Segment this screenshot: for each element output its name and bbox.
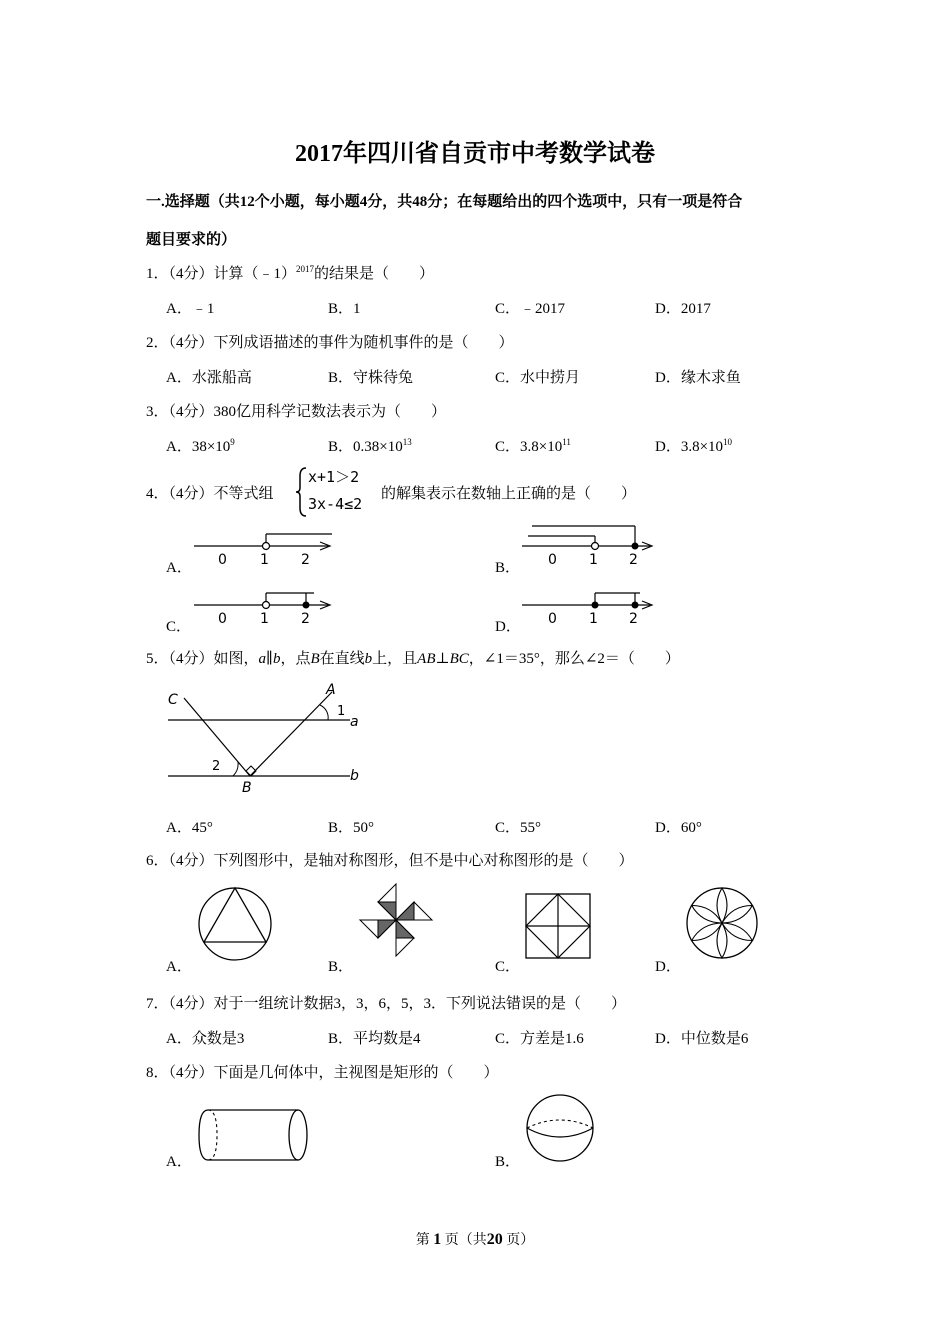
q1-stem-end: 的结果是（ ） [314, 266, 435, 282]
q6-figure-c-square [524, 892, 592, 960]
tick-2: 2 [629, 552, 638, 568]
q5-stem-end: ，∠1＝35°，那么∠2＝（ ） [468, 651, 680, 667]
footer-total-pages: 20 [486, 1231, 503, 1248]
q6-figure-a-circle-triangle [195, 884, 275, 964]
tick-1: 1 [260, 611, 269, 627]
tick-1: 1 [260, 552, 269, 568]
tick-0: 0 [218, 552, 227, 568]
q4-inequality-2: 3x-4≤2 [308, 495, 363, 513]
q3-a-exp: 9 [230, 437, 235, 447]
footer-text-1: 第 [415, 1233, 430, 1248]
q5-line-b: b [364, 651, 373, 667]
q1-option-a[interactable]: A．﹣1 [166, 301, 215, 317]
footer-text-2: 页（共 [444, 1233, 487, 1248]
q4-numberline-c [190, 585, 340, 629]
q1-option-c[interactable]: C．﹣2017 [495, 301, 566, 317]
label-angle-2: 2 [212, 759, 221, 774]
tick-0: 0 [218, 611, 227, 627]
tick-1: 1 [589, 552, 598, 568]
q6-figure-d-flower [683, 884, 761, 962]
q2-option-a[interactable]: A．水涨船高 [166, 370, 252, 386]
q5-perpendicular: AB⊥BC [417, 651, 469, 667]
page-footer [0, 1229, 950, 1249]
tick-1: 1 [589, 611, 598, 627]
q4-option-b[interactable]: B． [495, 560, 521, 576]
label-line-a: a [350, 714, 359, 730]
q6-option-d[interactable]: D． [655, 959, 681, 975]
q3-a-base: A．38×10 [166, 439, 231, 455]
q5-text-3: 上，且 [372, 651, 418, 667]
q5-text-2: 在直线 [319, 651, 365, 667]
q3-c-base: C．3.8×10 [495, 439, 563, 455]
tick-2: 2 [301, 611, 310, 627]
q2-option-d[interactable]: D．缘木求鱼 [655, 370, 741, 386]
q5-option-a[interactable]: A．45° [166, 820, 213, 836]
q6-option-c[interactable]: C． [495, 959, 521, 975]
footer-text-3: 页） [506, 1233, 535, 1248]
footer-page-number: 1 [433, 1231, 442, 1248]
q4-option-d[interactable]: D． [495, 619, 521, 635]
q5-point-b: B [310, 651, 320, 667]
q3-option-c[interactable] [495, 435, 571, 456]
q5-text-1: ，点 [280, 651, 311, 667]
q1-option-b[interactable]: B．1 [328, 301, 361, 317]
q1-stem: 1．（4分）计算（﹣1） [146, 266, 297, 282]
section-heading-line2: 题目要求的） [146, 232, 237, 248]
q3-d-base: D．3.8×10 [655, 439, 724, 455]
q8-figure-b-sphere [524, 1092, 596, 1164]
q4-stem-end: 的解集表示在数轴上正确的是（ ） [381, 486, 637, 502]
q5-option-b[interactable]: B．50° [328, 820, 375, 836]
question-8: 8．（4分）下面是几何体中，主视图是矩形的（ ） [146, 1065, 499, 1081]
question-6: 6．（4分）下列图形中，是轴对称图形，但不是中心对称图形的是（ ） [146, 853, 634, 869]
q5-figure [162, 680, 372, 798]
q8-figure-a-cylinder [196, 1106, 312, 1164]
label-c: C [168, 692, 178, 708]
q5-parallel: a∥b [258, 651, 281, 667]
q8-option-b[interactable]: B． [495, 1154, 521, 1170]
label-line-b: b [350, 768, 359, 784]
q6-option-b[interactable]: B． [328, 959, 354, 975]
q7-option-c[interactable]: C．方差是1.6 [495, 1031, 584, 1047]
q4-numberline-d [518, 585, 660, 629]
q3-option-a[interactable] [166, 435, 235, 456]
section-heading-line1: 一.选择题（共12个小题，每小题4分，共48分；在每题给出的四个选项中，只有一项是符合 [146, 194, 743, 210]
page-title: 2017年四川省自贡市中考数学试卷 [295, 141, 655, 167]
q8-option-a[interactable]: A． [166, 1154, 192, 1170]
question-5 [146, 647, 680, 668]
q6-figure-b-pinwheel [356, 880, 436, 960]
question-2: 2．（4分）下列成语描述的事件为随机事件的是（ ） [146, 335, 514, 351]
q3-option-d[interactable] [655, 435, 732, 456]
q1-option-d[interactable]: D．2017 [655, 301, 711, 317]
label-a-point: A [326, 682, 336, 698]
q4-option-a[interactable]: A． [166, 560, 192, 576]
question-3: 3．（4分）380亿用科学记数法表示为（ ） [146, 404, 447, 420]
q7-option-a[interactable]: A．众数是3 [166, 1031, 245, 1047]
q7-option-d[interactable]: D．中位数是6 [655, 1031, 749, 1047]
q4-brace [294, 466, 308, 518]
q4-option-c[interactable]: C． [166, 619, 192, 635]
q3-d-exp: 10 [723, 437, 733, 447]
label-b-point: B [242, 780, 252, 796]
q5-option-d[interactable]: D．60° [655, 820, 702, 836]
q3-c-exp: 11 [562, 437, 571, 447]
q5-stem: 5．（4分）如图， [146, 651, 259, 667]
q3-b-base: B．0.38×10 [328, 439, 403, 455]
tick-0: 0 [548, 552, 557, 568]
label-angle-1: 1 [337, 704, 346, 719]
tick-0: 0 [548, 611, 557, 627]
q4-numberline-a [190, 528, 340, 570]
q5-option-c[interactable]: C．55° [495, 820, 542, 836]
q3-b-exp: 13 [402, 437, 412, 447]
q2-option-b[interactable]: B．守株待兔 [328, 370, 414, 386]
tick-2: 2 [301, 552, 310, 568]
q4-numberline-b [518, 522, 660, 570]
q7-option-b[interactable]: B．平均数是4 [328, 1031, 421, 1047]
question-1 [146, 262, 434, 283]
q4-stem: 4．（4分）不等式组 [146, 486, 274, 502]
q6-option-a[interactable]: A． [166, 959, 192, 975]
q4-inequality-1: x+1＞2 [308, 468, 360, 486]
tick-2: 2 [629, 611, 638, 627]
q3-option-b[interactable] [328, 435, 412, 456]
question-7: 7．（4分）对于一组统计数据3，3，6，5，3．下列说法错误的是（ ） [146, 996, 627, 1012]
q2-option-c[interactable]: C．水中捞月 [495, 370, 581, 386]
q1-exponent: 2017 [296, 264, 315, 274]
